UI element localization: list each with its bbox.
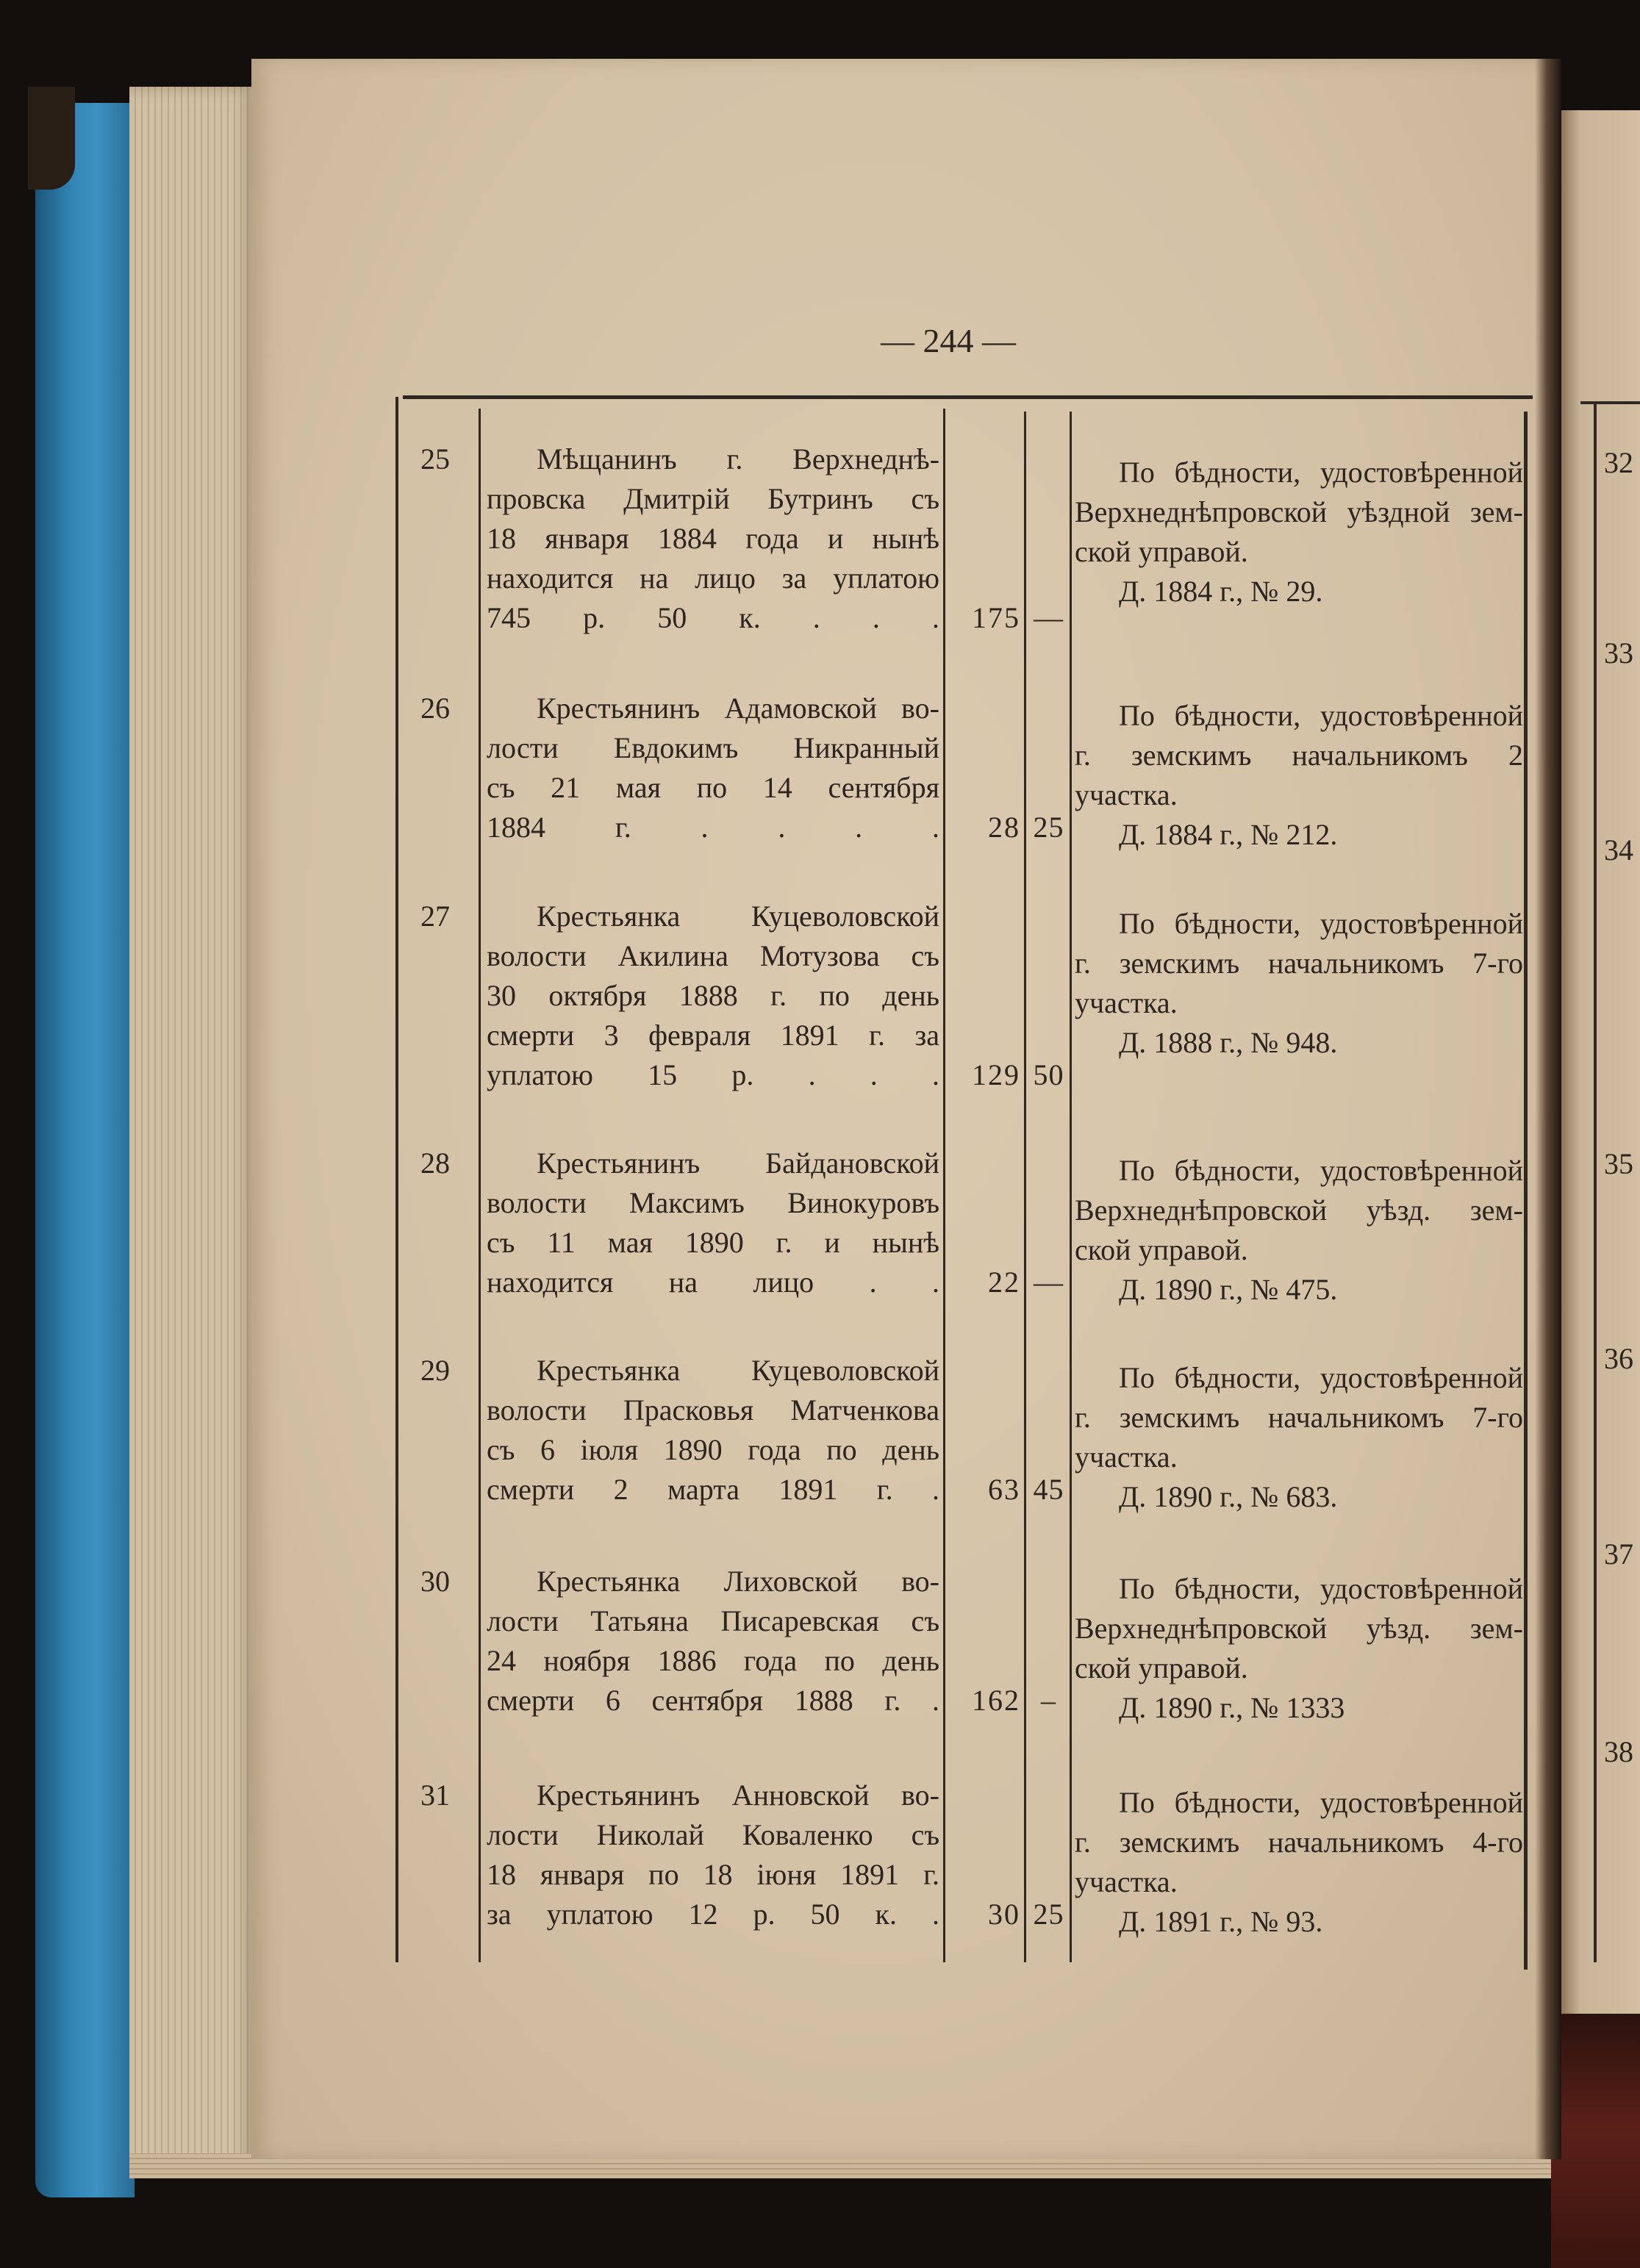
description-line: смерти 3 февраля 1891 г. за	[487, 1019, 939, 1052]
amount-kopecks: 45	[1033, 1473, 1064, 1506]
description-line: Крестьянка Куцеволовской	[537, 1354, 939, 1387]
note-line: По бѣдности, удостовѣренной	[1119, 1786, 1523, 1819]
note-line: ской управой.	[1075, 535, 1248, 568]
description-line: смерти 6 сентября 1888 г. .	[487, 1684, 939, 1717]
description-line: съ 6 іюля 1890 года по день	[487, 1433, 939, 1466]
note-line: Д. 1888 г., № 948.	[1119, 1026, 1338, 1059]
amount-kopecks: 25	[1033, 1898, 1064, 1931]
description-line: уплатою 15 р. . . .	[487, 1058, 939, 1091]
note-line: Верхнеднѣпровской уѣзд. зем-	[1075, 1194, 1523, 1227]
note-cell	[1075, 696, 1523, 855]
note-line: ской управой.	[1075, 1233, 1248, 1266]
description-line: смерти 2 марта 1891 г. .	[487, 1473, 939, 1506]
note-line: г. земскимъ начальникомъ 4-го	[1075, 1826, 1523, 1859]
description-cell	[487, 1776, 939, 1934]
facing-page-row-number: 37	[1604, 1537, 1633, 1571]
description-line: 24 ноября 1886 года по день	[487, 1644, 939, 1677]
description-line: 18 января по 18 іюня 1891 г.	[487, 1858, 939, 1891]
amount-kopecks: 50	[1033, 1058, 1064, 1091]
table-row	[0, 897, 1640, 1117]
note-line: Д. 1890 г., № 1333	[1119, 1691, 1345, 1724]
note-cell	[1075, 453, 1523, 611]
row-number: 31	[420, 1779, 450, 1812]
description-line: Крестьянка Лиховской во-	[537, 1565, 939, 1598]
note-line: г. земскимъ начальникомъ 7-го	[1075, 1401, 1523, 1434]
row-number: 26	[420, 692, 450, 725]
description-cell	[487, 689, 939, 847]
table-row	[0, 1562, 1640, 1782]
description-cell	[487, 1144, 939, 1302]
description-line: 1884 г. . . . .	[487, 811, 939, 844]
description-line: за уплатою 12 р. 50 к. .	[487, 1898, 939, 1931]
description-line: Мѣщанинъ г. Верхнеднѣ-	[537, 442, 939, 476]
description-line: лости Николай Коваленко съ	[487, 1818, 939, 1851]
note-line: По бѣдности, удостовѣренной	[1119, 699, 1523, 732]
table-row	[0, 1776, 1640, 1996]
row-number: 29	[420, 1354, 450, 1387]
note-line: участка.	[1075, 778, 1178, 811]
table-row	[0, 689, 1640, 909]
description-line: лости Татьяна Писаревская съ	[487, 1604, 939, 1637]
book-spine	[1551, 2014, 1640, 2268]
description-line: съ 11 мая 1890 г. и нынѣ	[487, 1226, 939, 1259]
note-cell	[1075, 1569, 1523, 1728]
description-line: 745 р. 50 к. . . .	[487, 601, 939, 634]
amount-rubles: 175	[972, 601, 1020, 634]
note-line: Д. 1884 г., № 29.	[1119, 575, 1323, 608]
amount-rubles: 28	[988, 811, 1020, 844]
description-line: волости Прасковья Матченкова	[487, 1393, 939, 1427]
description-line: Крестьянинъ Байдановской	[537, 1146, 939, 1180]
note-line: Д. 1890 г., № 683.	[1119, 1480, 1338, 1513]
amount-kopecks: 25	[1033, 811, 1064, 844]
description-line: Крестьянка Куцеволовской	[537, 900, 939, 933]
table-row	[0, 1351, 1640, 1571]
note-line: г. земскимъ начальникомъ 2	[1075, 739, 1523, 772]
amount-kopecks: –	[1041, 1684, 1056, 1717]
description-line: находится на лицо за уплатою	[487, 561, 939, 595]
note-line: участка.	[1075, 986, 1178, 1019]
amount-rubles: 63	[988, 1473, 1020, 1506]
note-cell	[1075, 1151, 1523, 1310]
row-number: 30	[420, 1565, 450, 1598]
amount-rubles: 129	[972, 1058, 1020, 1091]
table-row	[0, 439, 1640, 660]
description-line: находится на лицо . .	[487, 1266, 939, 1299]
facing-page-row-number: 35	[1604, 1147, 1633, 1180]
note-line: По бѣдности, удостовѣренной	[1119, 1154, 1523, 1187]
description-line: волости Акилина Мотузова съ	[487, 939, 939, 972]
facing-page-row-number: 34	[1604, 833, 1633, 866]
table-row	[0, 1144, 1640, 1364]
note-line: г. земскимъ начальникомъ 7-го	[1075, 947, 1523, 980]
description-line: провска Дмитрій Бутринъ съ	[487, 482, 939, 515]
facing-page-top-rule	[1580, 401, 1640, 404]
description-line: Крестьянинъ Адамовской во-	[537, 692, 939, 725]
note-cell	[1075, 1783, 1523, 1942]
amount-kopecks: —	[1034, 1266, 1064, 1299]
amount-kopecks: —	[1034, 601, 1064, 634]
amount-rubles: 22	[988, 1266, 1020, 1299]
note-line: По бѣдности, удостовѣренной	[1119, 456, 1523, 489]
note-line: Д. 1891 г., № 93.	[1119, 1905, 1323, 1938]
note-cell	[1075, 904, 1523, 1063]
description-line: волости Максимъ Винокуровъ	[487, 1186, 939, 1219]
row-number: 27	[420, 900, 450, 933]
description-cell	[487, 439, 939, 638]
note-line: По бѣдности, удостовѣренной	[1119, 1361, 1523, 1394]
note-line: участка.	[1075, 1440, 1178, 1474]
description-cell	[487, 897, 939, 1095]
description-cell	[487, 1562, 939, 1720]
description-line: 18 января 1884 года и нынѣ	[487, 522, 939, 555]
facing-page-row-number: 33	[1604, 636, 1633, 670]
description-line: Крестьянинъ Анновской во-	[537, 1779, 939, 1812]
note-line: участка.	[1075, 1865, 1178, 1898]
note-line: ской управой.	[1075, 1651, 1248, 1684]
amount-rubles: 162	[972, 1684, 1020, 1717]
note-line: По бѣдности, удостовѣренной	[1119, 907, 1523, 940]
note-line: Верхнеднѣпровской уѣзд. зем-	[1075, 1612, 1523, 1645]
note-line: Д. 1890 г., № 475.	[1119, 1273, 1338, 1306]
facing-page-row-number: 36	[1604, 1342, 1633, 1375]
table-top-rule	[403, 395, 1533, 399]
description-line: 30 октября 1888 г. по день	[487, 979, 939, 1012]
note-line: По бѣдности, удостовѣренной	[1119, 1572, 1523, 1605]
description-line: съ 21 мая по 14 сентября	[487, 771, 939, 804]
description-line: лости Евдокимъ Никранный	[487, 731, 939, 764]
amount-rubles: 30	[988, 1898, 1020, 1931]
note-cell	[1075, 1358, 1523, 1517]
cover-worn-corner	[28, 87, 75, 190]
facing-page-row-number: 32	[1604, 446, 1633, 479]
description-cell	[487, 1351, 939, 1510]
row-number: 28	[420, 1146, 450, 1180]
facing-page-row-number: 38	[1604, 1735, 1633, 1768]
row-number: 25	[420, 442, 450, 476]
page-number: — 244 —	[881, 322, 1016, 359]
note-line: Д. 1884 г., № 212.	[1119, 818, 1338, 851]
note-line: Верхнеднѣпровской уѣздной зем-	[1075, 495, 1523, 528]
